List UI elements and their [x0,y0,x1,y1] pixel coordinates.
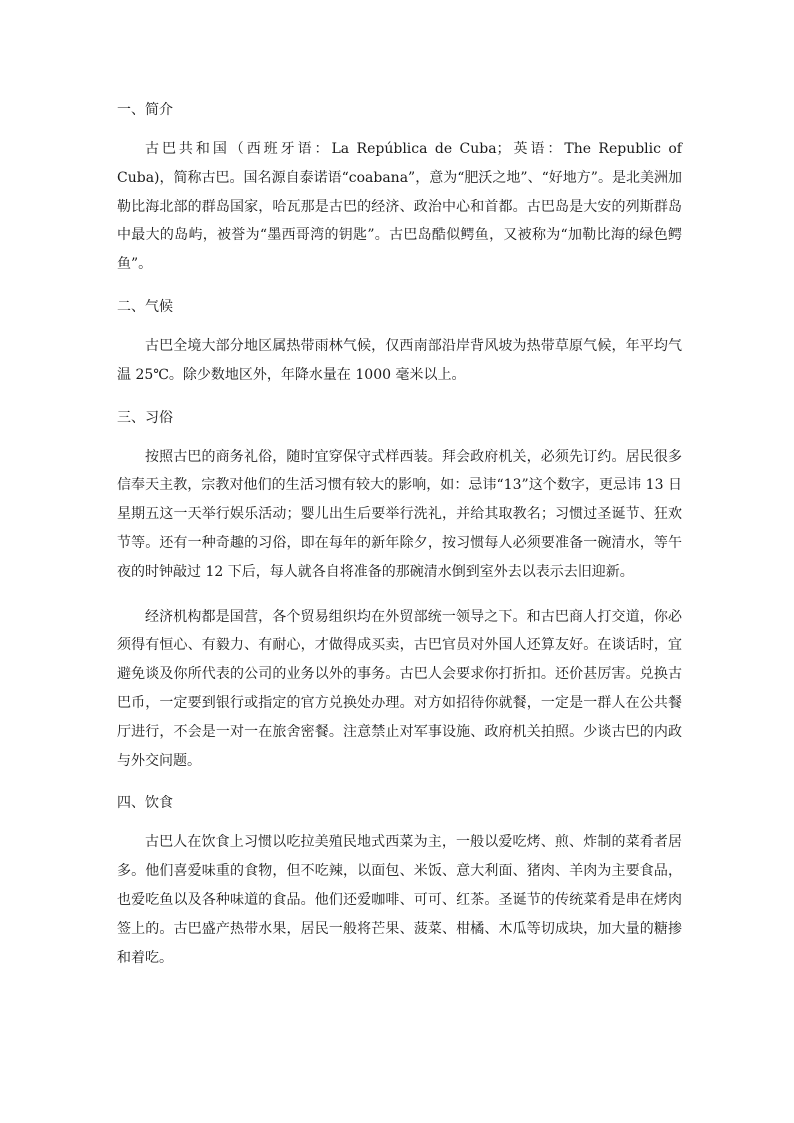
section-heading-intro: 一、简介 [117,102,173,118]
section-heading-customs: 三、习俗 [117,409,173,426]
section-heading-climate: 二、气候 [117,298,173,315]
section-heading-diet: 四、饮食 [117,795,173,812]
intro-paragraph: 古巴共和国（西班牙语：La República de Cuba；英语：The Republic of Cuba)，简称古巴。国名源自泰诺语“coabana”，意为“肥沃之地”、“好地方”。是北美洲加勒比海北部的群岛国家，哈瓦那是古巴的经济、政治中心和首都。古巴岛是大安的列斯群岛中最大的岛屿，被誉为“墨西哥湾的钥匙”。古巴岛酷似鳄鱼，又被称为“加勒比海的绿色鳄鱼”。 [117,141,682,273]
diet-paragraph: 古巴人在饮食上习惯以吃拉美殖民地式西菜为主，一般以爱吃烤、煎、炸制的菜肴者居多。他们喜爱味重的食物，但不吃辣，以面包、米饭、意大利面、猪肉、羊肉为主要食品，也爱吃鱼以及各种味道的食品。他们还爱咖啡、可可、红茶。圣诞节的传统菜肴是串在烤肉签上的。古巴盛产热带水果，居民一般将芒果、菠菜、柑橘、木瓜等切成块，加大量的糖掺和着吃。 [117,834,682,966]
customs-paragraph-2: 经济机构都是国营，各个贸易组织均在外贸部统一领导之下。和古巴商人打交道，你必须得有恒心、有毅力、有耐心，才做得成买卖，古巴官员对外国人还算友好。在谈话时，宜避免谈及你所代表的公司的业务以外的事务。古巴人会要求你打折扣。还价甚厉害。兑换古巴币，一定要到银行或指定的官方兑换处办理。对方如招待你就餐，一定是一群人在公共餐厅进行，不会是一对一在旅舍密餐。注意禁止对军事设施、政府机关拍照。少谈古巴的内政与外交问题。 [117,608,682,769]
customs-paragraph-1: 按照古巴的商务礼俗，随时宜穿保守式样西装。拜会政府机关，必须先订约。居民很多信奉天主教，宗教对他们的生活习惯有较大的影响，如：忌讳“13”这个数字，更忌讳 13 日星期五这一天举行娱乐活动；婴儿出生后要举行洗礼，并给其取教名；习惯过圣诞节、狂欢节等。还有一种奇趣的习俗，即在每年的新年除夕，按习惯每人必须要准备一碗清水，等午夜的时钟敲过 12 下后，每人就各自将准备的那碗清水倒到室外去以表示去旧迎新。 [117,448,682,580]
climate-paragraph: 古巴全境大部分地区属热带雨林气候，仅西南部沿岸背风坡为热带草原气候，年平均气温 25℃。除少数地区外，年降水量在 1000 毫米以上。 [117,337,682,383]
document-page [117,100,682,972]
